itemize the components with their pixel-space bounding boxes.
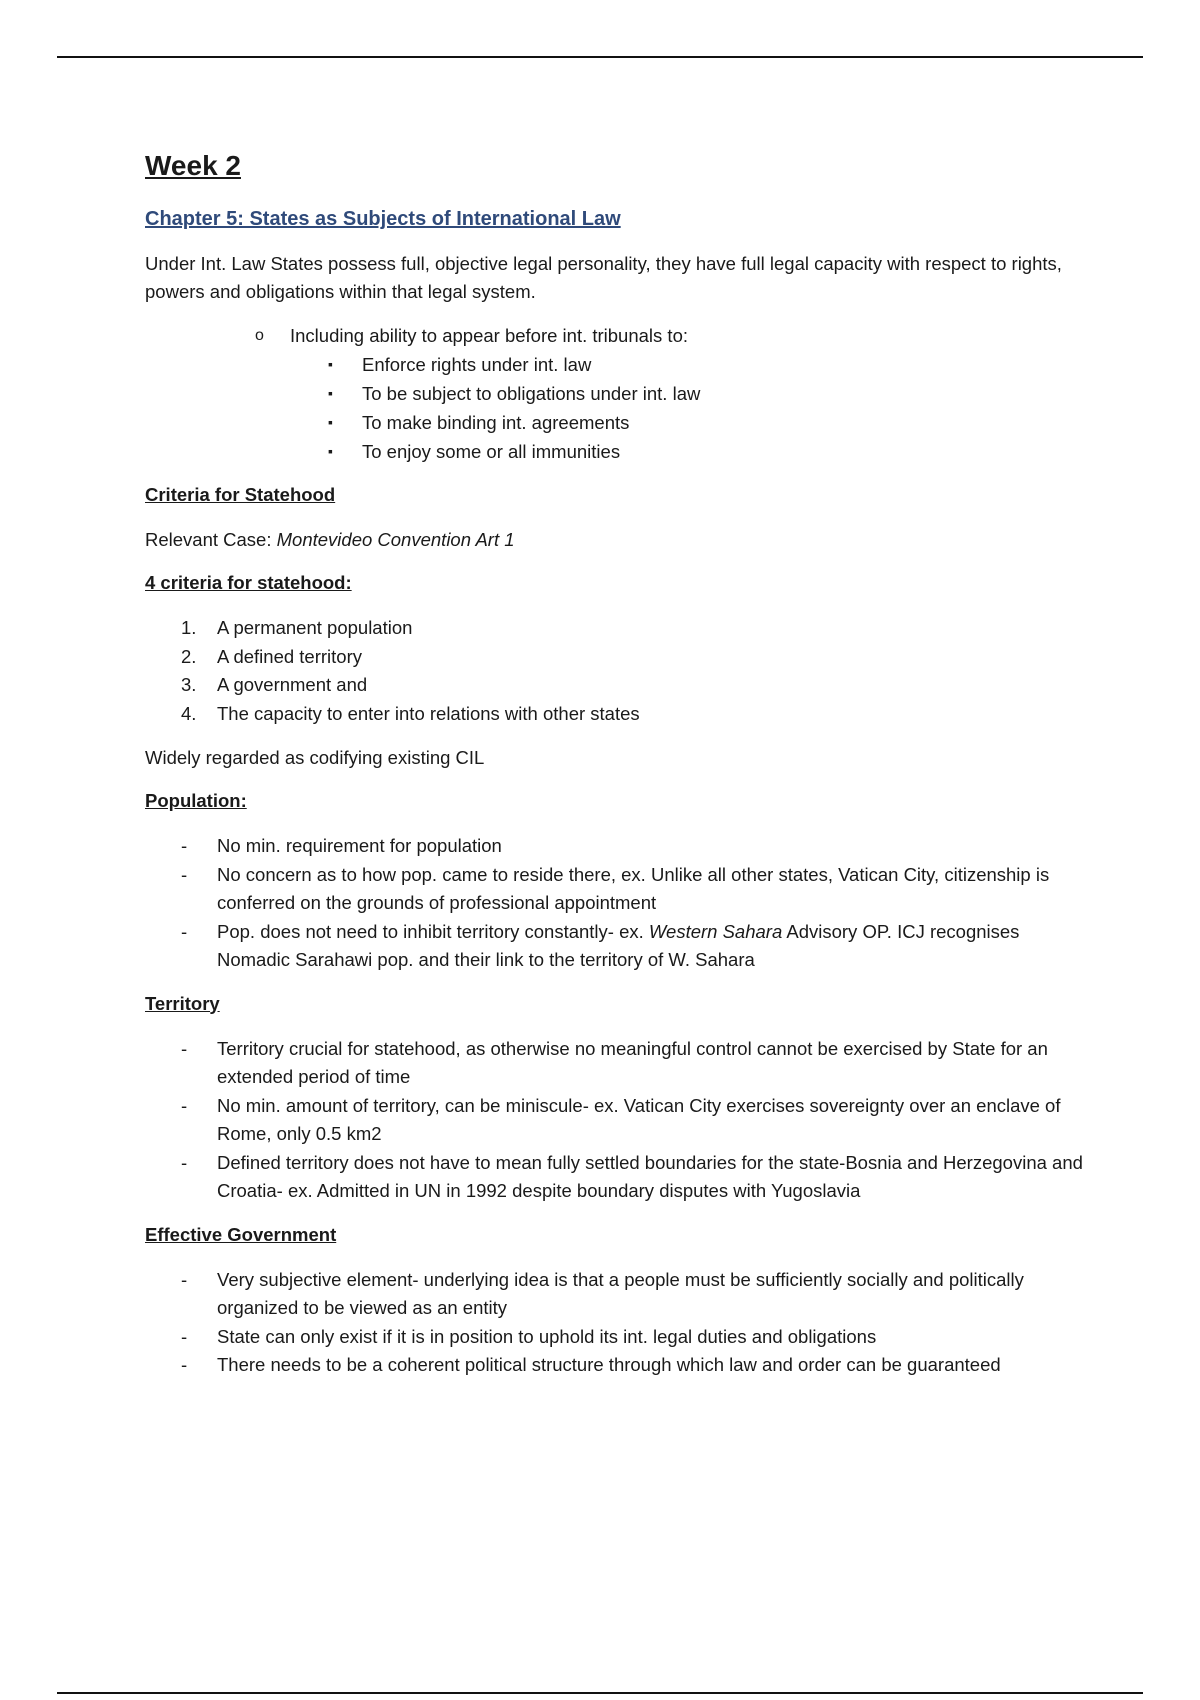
codifying-text: Widely regarded as codifying existing CIL [145,747,485,768]
list-item: - Very subjective element- underlying idea is that a people must be sufficiently socially and politically organized to be viewed as an entity [145,1266,1095,1323]
list-item: ▪ Enforce rights under int. law [145,350,1095,379]
list-item: - Territory crucial for statehood, as otherwise no meaningful control cannot be exercised by State for an extended period of time [145,1035,1095,1092]
list-item: 3. A government and [181,674,368,695]
square-bullet-icon: ▪ [328,414,333,430]
document-body [145,148,1095,1396]
list-item: 2. A defined territory [181,645,362,667]
criteria-heading: Criteria for Statehood [145,484,336,505]
dash-bullet-icon: - [181,920,188,942]
bottom-rule [57,1692,1143,1694]
relevant-case: Relevant Case: Montevideo Convention Art 1 [145,529,515,550]
government-heading: Effective Government [145,1223,337,1245]
dash-bullet-icon: - [181,863,188,885]
territory-list [145,1035,1095,1206]
list-item: ▪ To make binding int. agreements [145,408,1095,437]
including-item [145,322,1095,466]
case-name: Montevideo Convention Art 1 [276,529,515,550]
list-item: - No min. requirement for population [145,832,1095,861]
list-item: 4. The capacity to enter into relations with other states [181,702,640,724]
page-title: Week 2 [145,150,241,181]
dash-bullet-icon: - [181,1094,188,1116]
list-item: - No min. amount of territory, can be miniscule- ex. Vatican City exercises sovereignty over an enclave of Rome, only 0.5 km2 [145,1092,1095,1149]
list-item: - No concern as to how pop. came to reside there, ex. Unlike all other states, Vatican City, citizenship is conferred on the grounds of professional appointment [145,861,1095,918]
dash-bullet-icon: - [181,1354,188,1375]
intro-paragraph: Under Int. Law States possess full, objective legal personality, they have full legal capacity with respect to rights, powers and obligations within that legal system. [145,253,1062,302]
dash-bullet-icon: - [181,1325,188,1347]
list-item: - Pop. does not need to inhibit territory constantly- ex. Western Sahara Advisory OP. ICJ recognises Nomadic Sarahawi pop. and their link to the territory of W. Sahara [145,918,1095,975]
criteria-list [145,614,1095,728]
circle-bullet-icon: o [255,327,264,344]
square-bullet-icon: ▪ [328,443,333,459]
list-item: - There needs to be a coherent political structure through which law and order can be guaranteed [145,1351,1095,1380]
four-criteria-heading: 4 criteria for statehood: [145,572,352,593]
including-list [145,322,1095,466]
population-list [145,832,1095,975]
dash-bullet-icon: - [181,1037,188,1059]
population-heading: Population: [145,790,247,811]
list-item: ▪ To be subject to obligations under int. law [145,379,1095,408]
square-bullet-icon: ▪ [328,385,333,401]
square-bullet-icon: ▪ [328,356,333,372]
territory-heading: Territory [145,992,220,1014]
list-item: 1. A permanent population [181,617,413,638]
top-rule [57,56,1143,58]
dash-bullet-icon: - [181,1151,188,1173]
including-sublist [290,350,1095,466]
list-item: ▪ To enjoy some or all immunities [145,437,1095,466]
chapter-heading: Chapter 5: States as Subjects of International Law [145,208,621,230]
including-text: Including ability to appear before int. tribunals to: [290,325,688,346]
list-item: - State can only exist if it is in position to uphold its int. legal duties and obligations [145,1323,1095,1352]
dash-bullet-icon: - [181,835,188,856]
dash-bullet-icon: - [181,1268,188,1290]
government-list [145,1266,1095,1380]
list-item: - Defined territory does not have to mean fully settled boundaries for the state-Bosnia and Herzegovina and Croatia- ex. Admitted in UN in 1992 despite boundary disputes with Yugoslavia [145,1149,1095,1206]
